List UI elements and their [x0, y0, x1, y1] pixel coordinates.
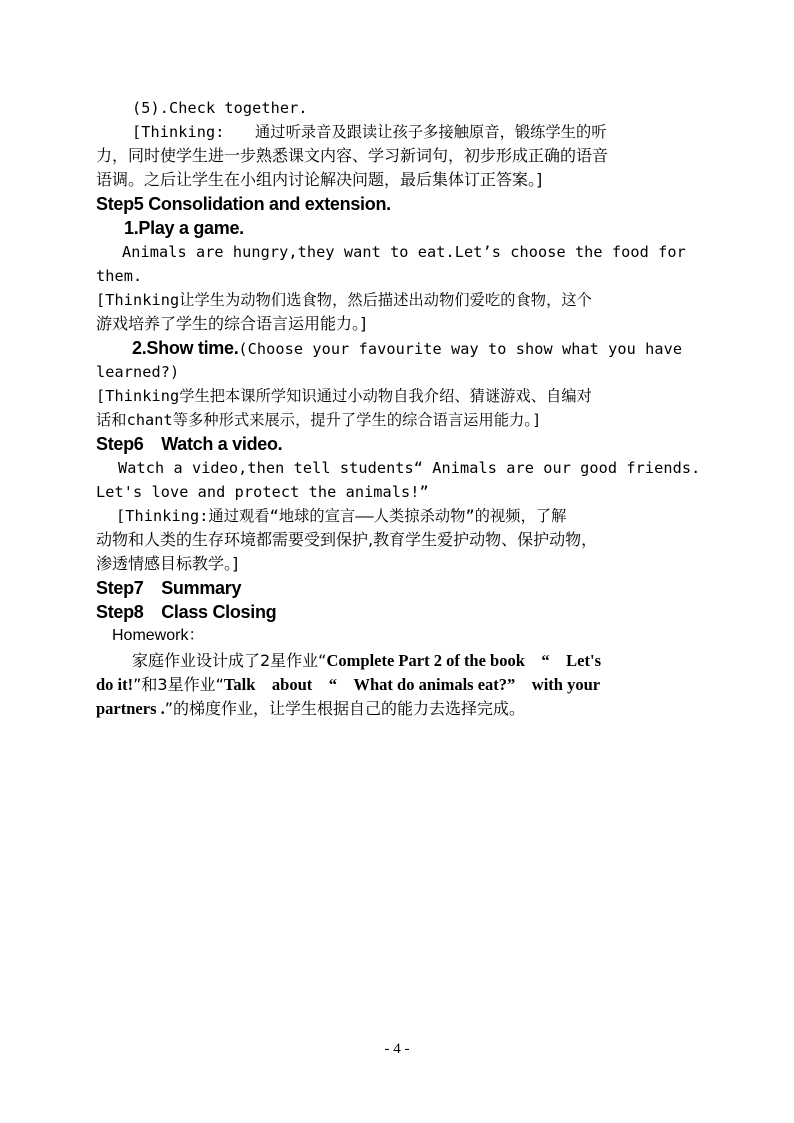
show-time-heading: 2.Show time.: [132, 338, 239, 358]
thinking-note-2-line-1: [Thinking让学生为动物们选食物，然后描述出动物们爱吃的食物，这个: [96, 291, 592, 309]
page-number: - 4 -: [384, 1041, 410, 1057]
show-time-text: (Choose your favourite way to show what you have: [238, 340, 683, 358]
thinking-note-4-line-1: [Thinking:通过观看“地球的宣言——人类掠杀动物”的视频，了解: [116, 507, 567, 525]
show-time-line: [132, 336, 738, 360]
homework-text-3b: ”的梯度作业，让学生根据自己的能力去选择完成。: [164, 699, 526, 718]
step5-heading: Step5 Consolidation and extension.: [96, 194, 391, 214]
homework-text-line-2: [96, 673, 702, 697]
homework-text-1a: 家庭作业设计成了2星作业“: [132, 651, 327, 670]
play-game-heading: 1.Play a game.: [124, 218, 244, 238]
thinking-note-3-line-1: [Thinking学生把本课所学知识通过小动物自我介绍、猜谜游戏、自编对: [96, 387, 592, 405]
step8-heading: Step8 Class Closing: [96, 602, 277, 622]
homework-text-line-1: [132, 649, 700, 673]
play-game-text-line-2: them.: [96, 267, 143, 285]
homework-text-3a: partners .: [96, 699, 165, 718]
thinking-note-1-line-3: 语调。之后让学生在小组内讨论解决问题，最后集体订正答案。]: [96, 170, 543, 189]
thinking-note-2-line-2: 游戏培养了学生的综合语言运用能力。]: [96, 314, 367, 333]
homework-text-2a: do it!: [96, 675, 134, 694]
homework-text-2b: ”和3星作业“: [133, 675, 224, 694]
thinking-note-3-line-2: 话和chant等多种形式来展示，提升了学生的综合语言运用能力。]: [96, 411, 542, 429]
thinking-note-4-line-2: 动物和人类的生存环境都需要受到保护,教育学生爱护动物、保护动物，: [96, 530, 598, 549]
show-time-text-line-2: learned?): [96, 363, 180, 381]
watch-video-text-line-2: Let's love and protect the animals!”: [96, 483, 429, 501]
thinking-note-4-line-3: 渗透情感目标教学。]: [96, 554, 239, 573]
check-together-line: (5).Check together.: [132, 99, 308, 117]
play-game-text-line-1: Animals are hungry,they want to eat.Let’s choose the food for: [122, 243, 686, 261]
homework-text-2c: Talk about “ What do animals eat?” with your: [223, 675, 601, 694]
step7-heading: Step7 Summary: [96, 578, 242, 598]
watch-video-text-line-1: Watch a video,then tell students“ Animals are our good friends.: [118, 459, 701, 477]
thinking-note-1-line-2: 力，同时使学生进一步熟悉课文内容、学习新词句，初步形成正确的语音: [96, 146, 609, 165]
homework-label: Homework：: [112, 627, 205, 644]
homework-text-1b: Complete Part 2 of the book “ Let's: [326, 651, 601, 670]
step6-heading: Step6 Watch a video.: [96, 434, 283, 454]
homework-text-line-3: [96, 697, 702, 721]
thinking-note-1-line-1: [Thinking: 通过听录音及跟读让孩子多接触原音，锻练学生的听: [132, 123, 607, 141]
